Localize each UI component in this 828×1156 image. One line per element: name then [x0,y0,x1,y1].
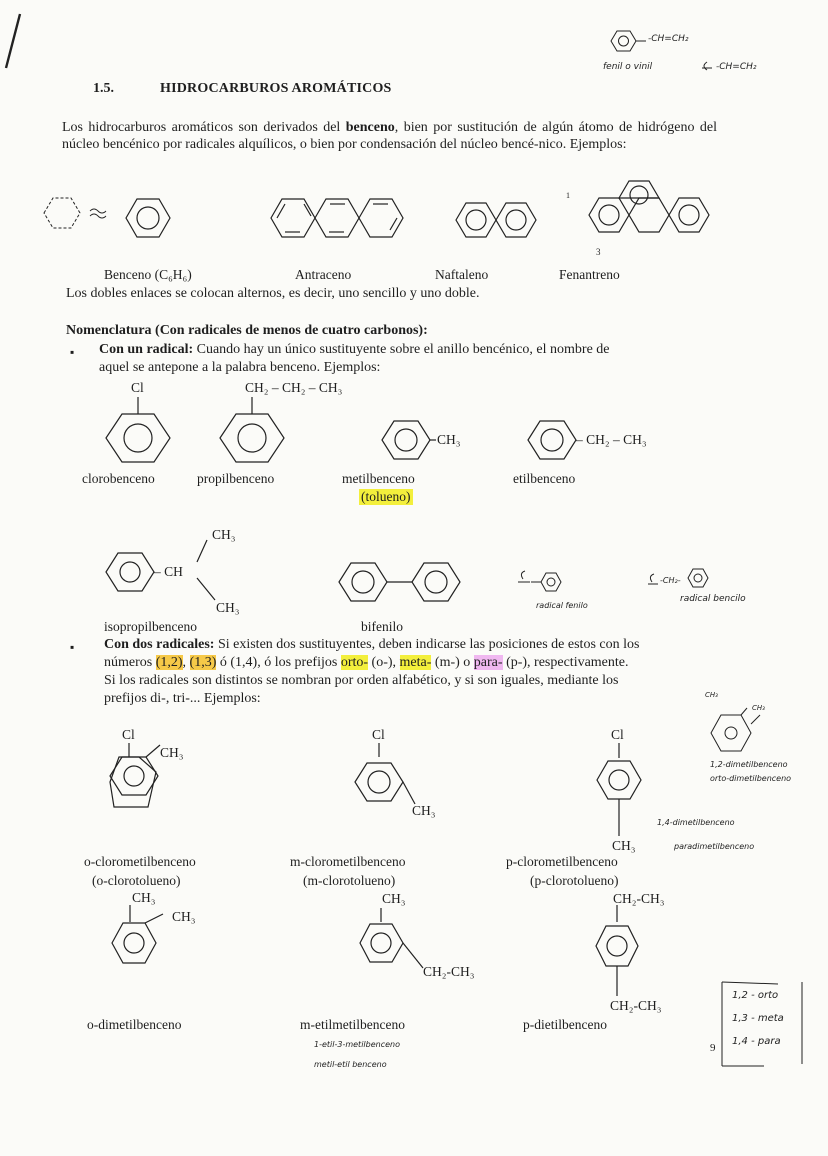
label-antraceno: Antraceno [295,267,352,282]
corner-note-vinyl-2: -CH=CH₂ [716,62,757,72]
name-metilbenceno: metilbenceno [342,471,415,486]
bullet-one-radical: ▪ [70,345,75,359]
di-ch3-1: CH₃ [160,745,184,760]
hw-etil-metil-2: metil-etil benceno [314,1060,387,1069]
di-cl-2: Cl [372,727,385,742]
corner-note-vinyl: -CH=CH₂ [648,34,689,44]
label-fenantreno: Fenantreno [559,267,620,282]
intro-paragraph: Los hidrocarburos aromáticos son derivados del benceno, bien por sustitución de algún átomo de hidrógeno del núcleo bencénico por radicales alquílicos, o bien por condensación del núcleo bencé-nico. Ejemplos: [62,120,718,152]
section-number: 1.5. [93,81,114,96]
hw-box-2: 1,3 - meta [732,1013,784,1024]
mono-ethyl-chain: – CH₂ – CH₃ [576,432,647,447]
di-ch3-4b: CH₃ [172,909,196,924]
iso-ch3-top: CH₃ [212,527,236,542]
name-isopropilbenceno: isopropilbenceno [104,619,197,634]
bullet-two-radicals: ▪ [70,640,75,654]
o-chlorotoluene-structure [110,743,160,807]
name-m-clorotolueno: (m-clorotolueno) [303,873,396,888]
handwritten-phenyl-radical [518,571,561,591]
one-radical-line2: aquel se antepone a la palabra benceno. Ejemplos: [99,360,381,375]
o-xylene-structure [112,905,163,963]
label-benceno: Benceno (C₆H₆) [104,267,192,282]
hw-etil-metil-1: 1-etil-3-metilbenceno [314,1040,400,1049]
iso-ch: – CH [154,564,183,579]
m-chlorotoluene-structure [355,743,415,804]
di-ch3-4a: CH₃ [132,890,156,905]
name-m-clorometil: m-clorometilbenceno [290,854,406,869]
ethylbenzene-structure [528,421,576,459]
corner-note-fenil: fenil o vinil [603,62,653,72]
name-propilbenceno: propilbenceno [197,471,275,486]
di-ch3-3: CH₃ [612,838,636,853]
hw-dimetil-14: 1,4-dimetilbenceno [657,818,735,827]
biphenyl-structure [339,563,460,601]
p-diethylbenzene-structure [596,905,638,996]
mono-cl: Cl [131,380,144,395]
handwritten-xylene-sketch [711,708,760,751]
di-ch3-5: CH₃ [382,891,406,906]
name-p-dietil: p-dietilbenceno [523,1017,607,1032]
chlorobenzene-structure [106,397,170,462]
mono-ch3: CH₃ [437,432,461,447]
note-bencil-group: -CH₂- [660,576,681,585]
naphthalene-ring [456,203,536,237]
name-etilbenceno: etilbenceno [513,471,576,486]
two-radicals-line3: Si los radicales son distintos se nombran por orden alfabético, y si son iguales, mediante los [104,673,619,688]
note-radical-bencilo: radical bencilo [680,594,746,604]
two-radicals-line4: prefijos di-, tri-... Ejemplos: [104,691,261,706]
toluene-structure [382,421,436,459]
name-tolueno: (tolueno) [361,489,411,504]
one-radical-line1: Con un radical: Cuando hay un único sustituyente sobre el anillo bencénico, el nombre de [99,342,610,357]
alternating-note: Los dobles enlaces se colocan alternos, es decir, uno sencillo y uno doble. [66,286,480,301]
name-m-etilmetil: m-etilmetilbenceno [300,1017,405,1032]
di-ch2ch3-6a: CH₂-CH₃ [613,891,665,906]
two-radicals-line1: Con dos radicales: Si existen dos sustituyentes, deben indicarse las posiciones de estos con los [104,637,640,652]
section-title: HIDROCARBUROS AROMÁTICOS [160,81,392,96]
benzene-ring [126,199,170,237]
label-naftaleno: Naftaleno [435,267,489,282]
mark-3: 3 [596,247,601,257]
hw-ch3-b: CH₃ [752,704,765,712]
page-number: 9 [710,1042,716,1054]
name-o-dimetil: o-dimetilbenceno [87,1017,182,1032]
two-radicals-line2: números (1,2), (1,3) ó (1,4), ó los prefijos orto- (o-), meta- (m-) o para- (p-), respectivamente. [104,655,629,670]
di-ch3-2: CH₃ [412,803,436,818]
propylbenzene-structure [220,397,284,462]
corner-hook-icon [702,62,712,70]
di-cl-1: Cl [122,727,135,742]
hw-para-dimetil: paradimetilbenceno [674,842,755,851]
hw-box-1: 1,2 - orto [732,990,779,1001]
equivalence-sign-icon [90,209,106,218]
pen-stroke-icon [6,14,20,68]
name-o-clorotolueno: (o-clorotolueno) [92,873,181,888]
nomenclature-heading: Nomenclatura (Con radicales de menos de cuatro carbonos): [66,323,428,338]
name-clorobenceno: clorobenceno [82,471,155,486]
hw-ch3-a: CH₃ [705,691,718,699]
mono-propyl-chain: CH₂ – CH₂ – CH₃ [245,380,343,395]
name-o-clorometil: o-clorometilbenceno [84,854,196,869]
name-p-clorotolueno: (p-clorotolueno) [530,873,619,888]
name-bifenilo: bifenilo [361,619,403,634]
corner-phenyl-ring [611,31,646,51]
m-ethyltoluene-structure [360,908,423,968]
di-ch2ch3-5: CH₂-CH₃ [423,964,475,979]
anthracene-ring [271,199,403,237]
hw-box-3: 1,4 - para [732,1036,781,1047]
kekule-sketch [44,198,80,228]
phenanthrene-ring [589,181,709,232]
mark-1: 1 [566,191,570,200]
note-radical-fenilo: radical fenilo [536,601,588,610]
iso-ch3-bottom: CH₃ [216,600,240,615]
di-ch2ch3-6b: CH₂-CH₃ [610,998,662,1013]
di-cl-3: Cl [611,727,624,742]
name-p-clorometil: p-clorometilbenceno [506,854,618,869]
hw-dimetil-12: 1,2-dimetilbenceno [710,760,788,769]
hw-orto-dimetil: orto-dimetilbenceno [710,774,792,783]
p-chlorotoluene-structure [597,743,641,836]
